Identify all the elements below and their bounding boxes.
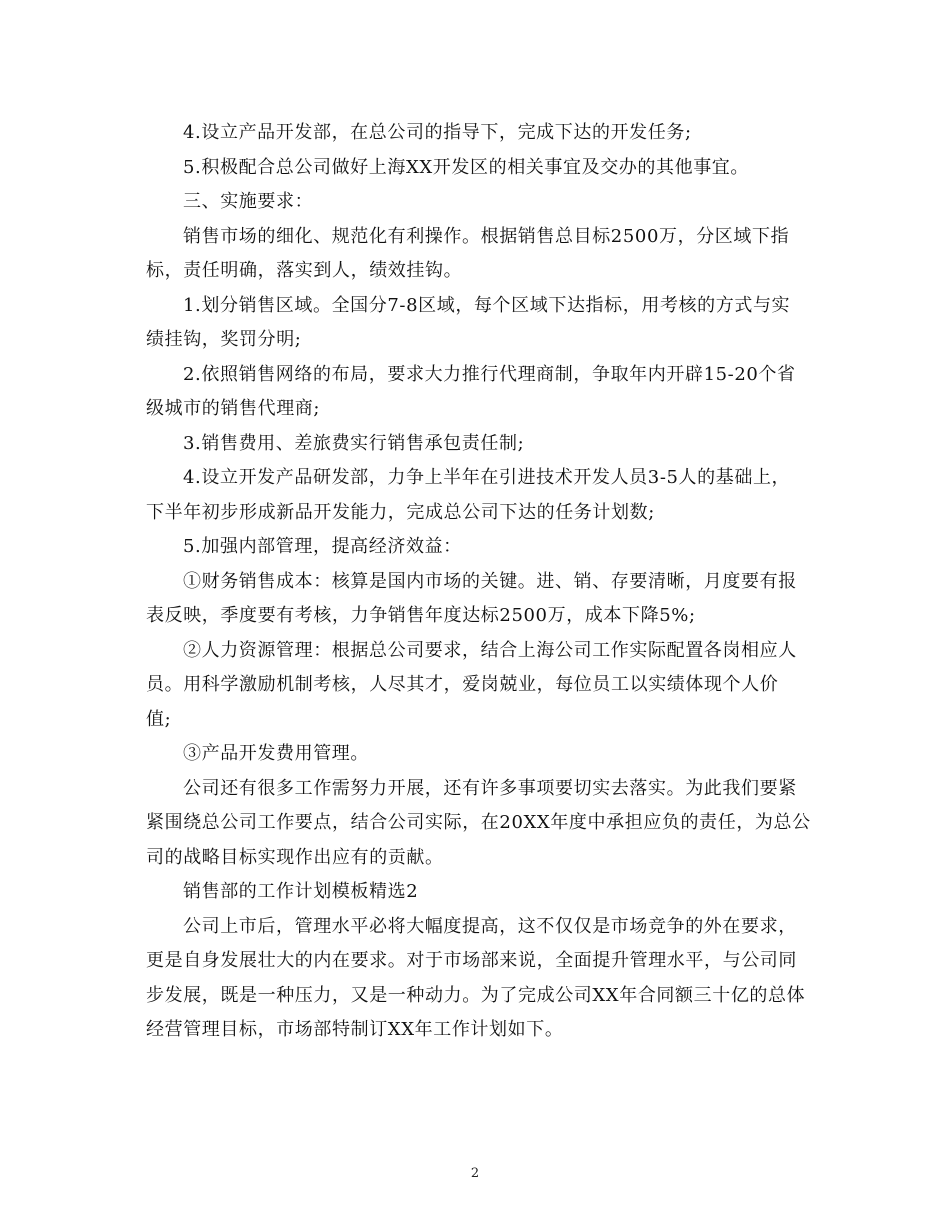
text-line: 司的战略目标实现作出应有的贡献。 xyxy=(146,846,444,868)
text-line: 下半年初步形成新品开发能力，完成总公司下达的任务计划数; xyxy=(146,501,655,523)
text-line: 1.划分销售区域。全国分7-8区域，每个区域下达指标，用考核的方式与实 xyxy=(183,294,791,316)
text-line: 步发展，既是一种压力，又是一种动力。为了完成公司XX年合同额三十亿的总体 xyxy=(146,984,806,1006)
text-line: 绩挂钩，奖罚分明; xyxy=(146,329,302,350)
text-line: 3.销售费用、差旅费实行销售承包责任制; xyxy=(183,432,525,454)
text-line: 紧围绕总公司工作要点，结合公司实际，在20XX年度中承担应负的责任，为总公 xyxy=(146,812,811,833)
text-line: 5.积极配合总公司做好上海XX开发区的相关事宜及交办的其他事宜。 xyxy=(183,156,749,178)
section-title: 销售部的工作计划模板精选2 xyxy=(183,881,419,902)
text-line: 4.设立产品开发部，在总公司的指导下，完成下达的开发任务; xyxy=(183,122,692,143)
text-line: 5.加强内部管理，提高经济效益： xyxy=(183,536,462,557)
text-line: 公司上市后，管理水平必将大幅度提高，这不仅仅是市场竞争的外在要求， xyxy=(183,915,797,937)
text-line: ③产品开发费用管理。 xyxy=(183,743,369,764)
text-line: 2.依照销售网络的布局，要求大力推行代理商制，争取年内开辟15-20个省 xyxy=(183,363,796,385)
text-line: 公司还有很多工作需努力开展，还有许多事项要切实去落实。为此我们要紧 xyxy=(183,777,797,799)
text-line: 表反映，季度要有考核，力争销售年度达标2500万，成本下降5%; xyxy=(146,605,696,626)
text-line: 4.设立开发产品研发部，力争上半年在引进技术开发人员3-5人的基础上， xyxy=(183,467,791,488)
document-body xyxy=(146,116,811,1048)
text-line: 经营管理目标，市场部特制订XX年工作计划如下。 xyxy=(146,1019,564,1040)
text-line: 标，责任明确，落实到人，绩效挂钩。 xyxy=(146,260,463,281)
text-line: 更是自身发展壮大的内在要求。对于市场部来说，全面提升管理水平，与公司同 xyxy=(146,950,797,971)
text-line: 值; xyxy=(146,708,172,730)
section-heading: 三、实施要求： xyxy=(183,191,314,212)
text-line: ②人力资源管理：根据总公司要求，结合上海公司工作实际配置各岗相应人 xyxy=(183,639,797,661)
text-line: 级城市的销售代理商; xyxy=(146,398,321,419)
text-line: 销售市场的细化、规范化有利操作。根据销售总目标2500万，分区域下指 xyxy=(183,225,790,247)
page-number: 2 xyxy=(470,1166,480,1181)
text-line: 员。用科学激励机制考核，人尽其才，爱岗兢业，每位员工以实绩体现个人价 xyxy=(146,674,779,695)
text-line: ①财务销售成本：核算是国内市场的关键。进、销、存要清晰，月度要有报 xyxy=(183,570,797,592)
